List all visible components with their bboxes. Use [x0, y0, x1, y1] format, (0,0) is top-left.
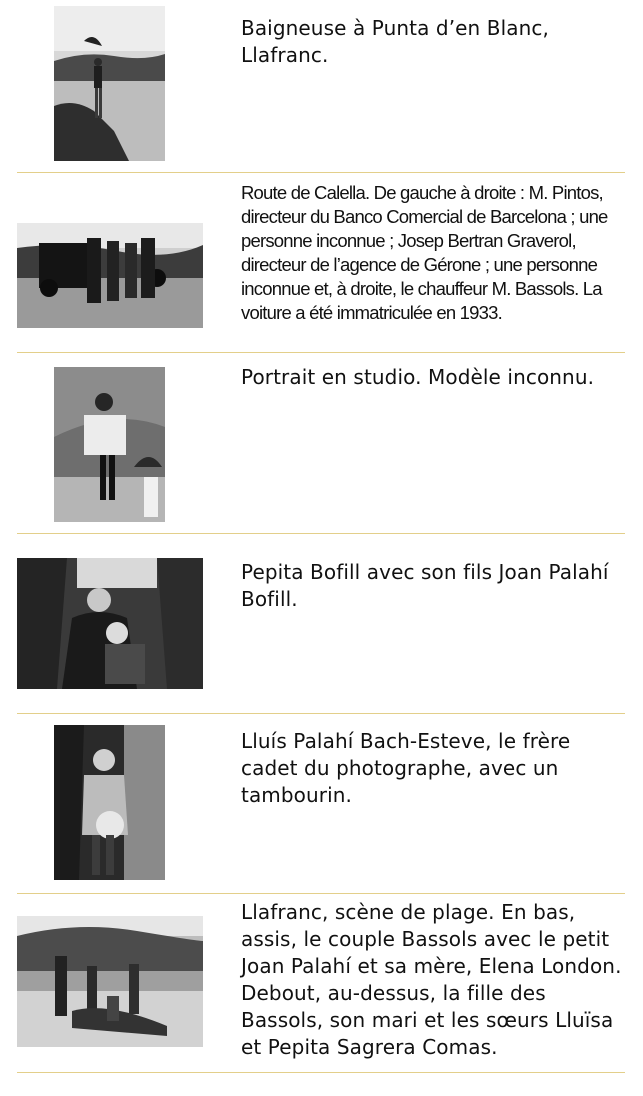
entry-mother-child: [17, 534, 625, 713]
beach-scene-photo: [17, 916, 203, 1047]
entry-caption: Portrait en studio. Modèle inconnu.: [241, 365, 595, 389]
entry-caption: Pepita Bofill avec son fils Joan Palahí Bofill.: [241, 560, 609, 611]
entry-car-group: [17, 173, 625, 352]
entry-caption: Route de Calella. De gauche à droite : M. Pintos, directeur du Banco Comercial de Barcelona ; une personne inconnue ; Josep Bertran Graverol, directeur de l’agence de Gérone ; une personne inconnue et, à droite, le chauffeur M. Bassols. La voiture a été immatriculée en 1933.: [241, 182, 608, 323]
divider: [17, 1072, 625, 1073]
entry-bather: [17, 0, 625, 172]
mother-child-photo: [17, 558, 203, 689]
entry-boy-tambourine: [17, 714, 625, 893]
entry-studio-portrait: [17, 353, 625, 533]
entry-caption: Lluís Palahí Bach-Esteve, le frère cadet du photographe, avec un tambourin.: [241, 729, 571, 807]
entry-caption: Baigneuse à Punta d’en Blanc, Llafranc.: [241, 16, 549, 67]
entry-caption: Llafranc, scène de plage. En bas, assis, le couple Bassols avec le petit Joan Palahí et sa mère, Elena London. Debout, au-dessus, la fille des Bassols, son mari et les sœurs Lluïsa et Pepita Sagrera Comas.: [241, 900, 622, 1059]
bather-umbrella-photo: [54, 6, 165, 161]
studio-portrait-photo: [54, 367, 165, 522]
boy-tambourine-photo: [54, 725, 165, 880]
car-group-photo: [17, 223, 203, 328]
entry-beach-scene: [17, 894, 625, 1072]
